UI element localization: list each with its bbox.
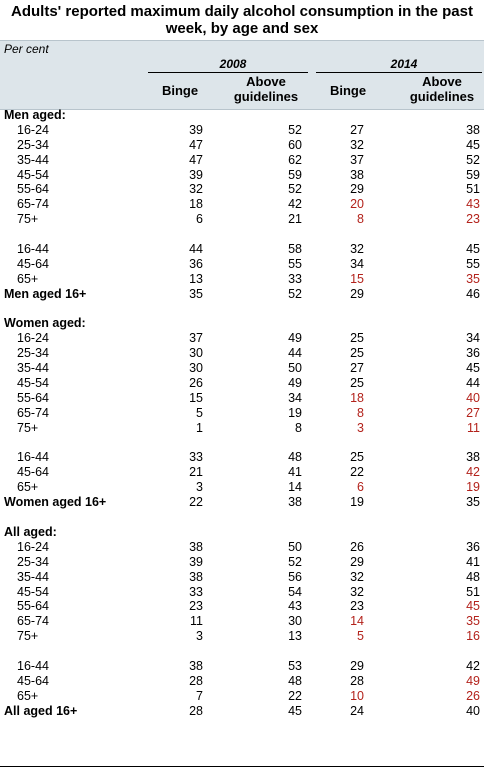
table-row: [0, 138, 484, 153]
cell-value: 33: [189, 450, 203, 465]
cell-value: 25: [350, 331, 364, 346]
cell-value: 38: [189, 539, 203, 554]
cell-value: 32: [350, 584, 364, 599]
row-label: 35-44: [17, 361, 49, 376]
cell-value: 8: [357, 212, 364, 227]
row-label: 25-34: [17, 346, 49, 361]
row-spacer: [0, 436, 484, 451]
row-label: 25-34: [17, 137, 49, 152]
cell-value: 26: [350, 539, 364, 554]
year-2008: 2008: [219, 57, 247, 71]
table-row: [0, 614, 484, 629]
table-row: [0, 659, 484, 674]
cell-value: 45: [466, 599, 480, 614]
section-header: [0, 108, 484, 123]
table-row: [0, 123, 484, 138]
cell-value: 34: [288, 390, 302, 405]
cell-value: 19: [288, 405, 302, 420]
unit-label: Per cent: [4, 42, 49, 56]
row-spacer: [0, 227, 484, 242]
cell-value: 60: [288, 137, 302, 152]
row-label: 45-64: [17, 673, 49, 688]
cell-value: 50: [288, 361, 302, 376]
cell-value: 62: [288, 152, 302, 167]
table-row: [0, 406, 484, 421]
cell-value: 44: [189, 242, 203, 257]
table-row: [0, 212, 484, 227]
table-row: [0, 480, 484, 495]
table-title: Adults' reported maximum daily alcohol consumption in the past week, by age and sex: [11, 3, 473, 37]
cell-value: 39: [189, 122, 203, 137]
cell-value: 6: [196, 212, 203, 227]
cell-value: 25: [350, 450, 364, 465]
cell-value: 8: [295, 420, 302, 435]
row-label: 45-54: [17, 167, 49, 182]
row-label: 75+: [17, 212, 39, 227]
row-label: 16-44: [17, 450, 49, 465]
col-binge-2014: Binge: [329, 83, 367, 98]
table-row: [0, 689, 484, 704]
cell-value: 43: [288, 599, 302, 614]
cell-value: 32: [350, 569, 364, 584]
cell-value: 1: [196, 420, 203, 435]
row-label: 65-74: [17, 405, 49, 420]
cell-value: 3: [357, 420, 364, 435]
cell-value: 19: [466, 480, 480, 495]
cell-value: 39: [189, 167, 203, 182]
table-bottom-rule: [0, 766, 484, 767]
row-label: 45-54: [17, 584, 49, 599]
table-row: [0, 197, 484, 212]
cell-value: 28: [189, 673, 203, 688]
cell-value: 41: [466, 554, 480, 569]
cell-value: 53: [288, 658, 302, 673]
total-row: [0, 287, 484, 302]
cell-value: 11: [190, 614, 203, 629]
table-row: [0, 361, 484, 376]
cell-value: 29: [350, 286, 364, 301]
row-label: Men aged 16+: [4, 286, 87, 301]
row-label: 75+: [17, 420, 39, 435]
cell-value: 45: [466, 242, 480, 257]
row-label: 55-64: [17, 599, 49, 614]
cell-value: 46: [466, 286, 480, 301]
row-label: 25-34: [17, 554, 49, 569]
cell-value: 8: [357, 405, 364, 420]
cell-value: 39: [189, 554, 203, 569]
table-row: [0, 570, 484, 585]
cell-value: 23: [466, 212, 480, 227]
cell-value: 43: [466, 197, 480, 212]
cell-value: 3: [196, 629, 203, 644]
row-spacer: [0, 510, 484, 525]
cell-value: 20: [350, 197, 364, 212]
cell-value: 16: [466, 629, 480, 644]
cell-value: 24: [350, 703, 364, 718]
cell-value: 45: [288, 703, 302, 718]
row-spacer: [0, 644, 484, 659]
table-row: [0, 599, 484, 614]
cell-value: 14: [288, 480, 302, 495]
row-label: 16-24: [17, 539, 49, 554]
year-2008-underline: [148, 72, 308, 73]
cell-value: 32: [350, 242, 364, 257]
cell-value: 26: [189, 376, 203, 391]
cell-value: 42: [466, 465, 480, 480]
cell-value: 40: [466, 703, 480, 718]
table-row: [0, 540, 484, 555]
year-2014: 2014: [390, 57, 418, 71]
row-label: 65+: [17, 271, 39, 286]
row-label: 35-44: [17, 152, 49, 167]
cell-value: 30: [189, 361, 203, 376]
cell-value: 27: [466, 405, 480, 420]
row-label: 65+: [17, 688, 39, 703]
table-row: [0, 450, 484, 465]
table-row: [0, 346, 484, 361]
row-label: 45-64: [17, 256, 49, 271]
cell-value: 5: [196, 405, 203, 420]
cell-value: 42: [466, 658, 480, 673]
cell-value: 48: [288, 673, 302, 688]
cell-value: 35: [466, 614, 480, 629]
table-row: [0, 331, 484, 346]
col-above-2014: Above guidelines: [409, 74, 475, 104]
row-label: 16-44: [17, 658, 49, 673]
year-2014-underline: [316, 72, 482, 73]
cell-value: 38: [189, 658, 203, 673]
cell-value: 3: [196, 480, 203, 495]
cell-value: 51: [466, 182, 480, 197]
cell-value: 52: [288, 182, 302, 197]
cell-value: 28: [189, 703, 203, 718]
cell-value: 29: [350, 182, 364, 197]
row-label: 35-44: [17, 569, 49, 584]
cell-value: 22: [288, 688, 302, 703]
cell-value: 7: [196, 688, 203, 703]
row-label: 45-54: [17, 376, 49, 391]
cell-value: 27: [350, 122, 364, 137]
cell-value: 41: [288, 465, 302, 480]
table-row: [0, 421, 484, 436]
cell-value: 40: [466, 390, 480, 405]
cell-value: 52: [288, 286, 302, 301]
cell-value: 25: [350, 346, 364, 361]
cell-value: 21: [288, 212, 302, 227]
table-row: [0, 391, 484, 406]
cell-value: 38: [466, 122, 480, 137]
cell-value: 56: [288, 569, 302, 584]
row-label: 45-64: [17, 465, 49, 480]
cell-value: 23: [189, 599, 203, 614]
row-label: 16-24: [17, 122, 49, 137]
cell-value: 27: [350, 361, 364, 376]
col-above-2008: Above guidelines: [233, 74, 299, 104]
table-row: [0, 674, 484, 689]
cell-value: 28: [350, 673, 364, 688]
cell-value: 13: [189, 271, 203, 286]
cell-value: 48: [288, 450, 302, 465]
table-row: [0, 629, 484, 644]
cell-value: 11: [467, 420, 480, 435]
table-body: [0, 108, 484, 719]
cell-value: 35: [189, 286, 203, 301]
row-label: 65-74: [17, 197, 49, 212]
cell-value: 15: [189, 390, 203, 405]
cell-value: 5: [357, 629, 364, 644]
section-header: [0, 525, 484, 540]
row-label: Men aged:: [4, 108, 66, 122]
cell-value: 48: [466, 569, 480, 584]
cell-value: 35: [466, 495, 480, 510]
cell-value: 51: [466, 584, 480, 599]
cell-value: 15: [350, 271, 364, 286]
row-spacer: [0, 302, 484, 317]
row-label: 75+: [17, 629, 39, 644]
table-row: [0, 153, 484, 168]
cell-value: 30: [288, 614, 302, 629]
cell-value: 33: [189, 584, 203, 599]
cell-value: 21: [189, 465, 203, 480]
cell-value: 38: [288, 495, 302, 510]
cell-value: 34: [466, 331, 480, 346]
row-label: Women aged:: [4, 316, 86, 331]
cell-value: 54: [288, 584, 302, 599]
total-row: [0, 704, 484, 719]
cell-value: 55: [466, 256, 480, 271]
cell-value: 10: [350, 688, 364, 703]
row-label: All aged:: [4, 524, 57, 539]
total-row: [0, 495, 484, 510]
row-label: 16-44: [17, 242, 49, 257]
cell-value: 37: [350, 152, 364, 167]
cell-value: 29: [350, 554, 364, 569]
cell-value: 58: [288, 242, 302, 257]
cell-value: 59: [466, 167, 480, 182]
cell-value: 55: [288, 256, 302, 271]
cell-value: 50: [288, 539, 302, 554]
cell-value: 23: [350, 599, 364, 614]
cell-value: 22: [350, 465, 364, 480]
cell-value: 47: [189, 137, 203, 152]
row-label: 55-64: [17, 182, 49, 197]
cell-value: 36: [189, 256, 203, 271]
cell-value: 18: [350, 390, 364, 405]
cell-value: 38: [350, 167, 364, 182]
table-row: [0, 585, 484, 600]
row-label: 16-24: [17, 331, 49, 346]
table-row: [0, 257, 484, 272]
cell-value: 30: [189, 346, 203, 361]
cell-value: 44: [466, 376, 480, 391]
cell-value: 44: [288, 346, 302, 361]
cell-value: 32: [189, 182, 203, 197]
cell-value: 35: [466, 271, 480, 286]
cell-value: 25: [350, 376, 364, 391]
row-label: All aged 16+: [4, 703, 78, 718]
cell-value: 22: [189, 495, 203, 510]
row-label: Women aged 16+: [4, 495, 107, 510]
cell-value: 52: [288, 554, 302, 569]
table-row: [0, 376, 484, 391]
cell-value: 36: [466, 346, 480, 361]
cell-value: 42: [288, 197, 302, 212]
cell-value: 18: [189, 197, 203, 212]
cell-value: 49: [288, 331, 302, 346]
section-header: [0, 316, 484, 331]
col-binge-2008: Binge: [161, 83, 199, 98]
cell-value: 49: [466, 673, 480, 688]
table-row: [0, 182, 484, 197]
cell-value: 52: [466, 152, 480, 167]
table-row: [0, 272, 484, 287]
cell-value: 59: [288, 167, 302, 182]
table-row: [0, 242, 484, 257]
table-row: [0, 555, 484, 570]
cell-value: 14: [350, 614, 364, 629]
cell-value: 6: [357, 480, 364, 495]
cell-value: 52: [288, 122, 302, 137]
cell-value: 38: [466, 450, 480, 465]
cell-value: 49: [288, 376, 302, 391]
cell-value: 32: [350, 137, 364, 152]
row-label: 55-64: [17, 390, 49, 405]
cell-value: 34: [350, 256, 364, 271]
cell-value: 29: [350, 658, 364, 673]
cell-value: 38: [189, 569, 203, 584]
cell-value: 45: [466, 361, 480, 376]
row-label: 65-74: [17, 614, 49, 629]
table-row: [0, 168, 484, 183]
cell-value: 37: [189, 331, 203, 346]
cell-value: 36: [466, 539, 480, 554]
cell-value: 45: [466, 137, 480, 152]
cell-value: 13: [288, 629, 302, 644]
cell-value: 19: [350, 495, 364, 510]
cell-value: 47: [189, 152, 203, 167]
table-row: [0, 465, 484, 480]
cell-value: 33: [288, 271, 302, 286]
row-label: 65+: [17, 480, 39, 495]
cell-value: 26: [466, 688, 480, 703]
